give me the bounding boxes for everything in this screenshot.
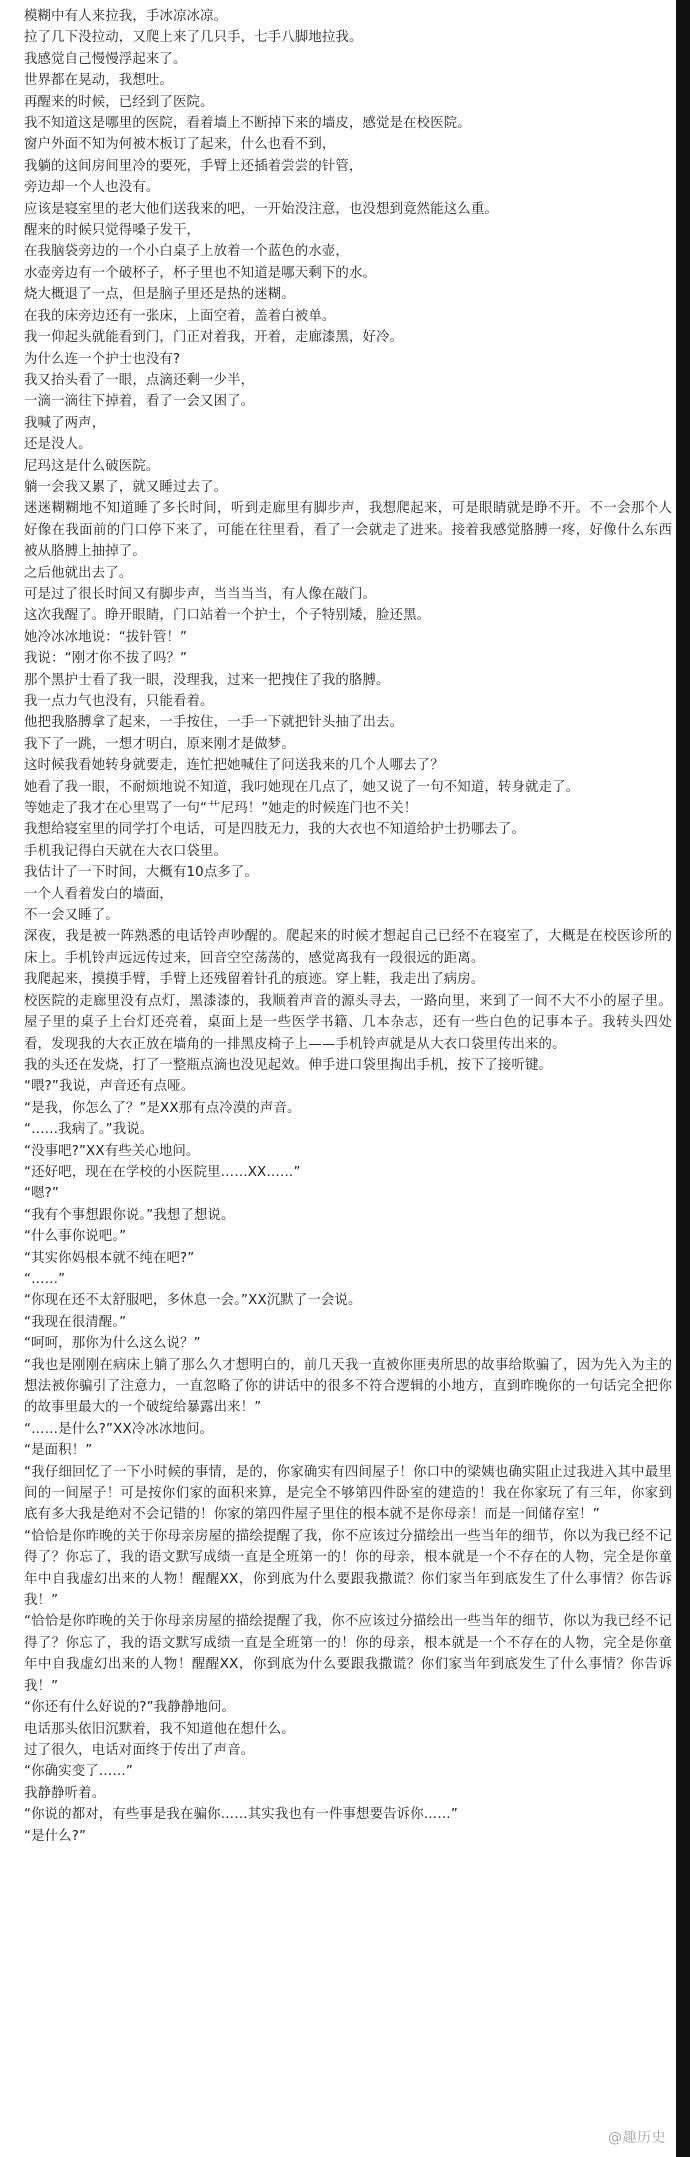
- paragraph: 他把我胳膊拿了起来，一手按住，一手一下就把针头抽了出去。: [24, 715, 404, 731]
- paragraph: 应该是寝室里的老大他们送我来的吧，一开始没注意，也没想到竟然能这么重。: [24, 201, 498, 217]
- story-text: [24, 6, 672, 1847]
- paragraph: “喂?”我说，声音还有点哑。: [24, 1079, 195, 1095]
- paragraph: 拉了几下没拉动，又爬上来了几只手，七手八脚地拉我。: [24, 30, 363, 46]
- paragraph: 我的头还在发烧，打了一整瓶点滴也没见起效。伸手进口袋里掏出手机，按下了接听键。: [24, 1057, 553, 1073]
- paragraph: “我有个事想跟你说。”我想了想说。: [24, 1207, 235, 1223]
- paragraph: 她看了我一眼，不耐烦地说不知道，我叼她现在几点了，她又说了一句不知道，转身就走了。: [24, 779, 580, 795]
- paragraph: 这次我醒了。睁开眼睛，门口站着一个护士，个子特别矮，脸还黑。: [24, 608, 431, 624]
- paragraph: “……是什么?”XX冷冰冰地问。: [24, 1421, 214, 1437]
- paragraph: 我感觉自己慢慢浮起来了。: [24, 51, 187, 67]
- paragraph: 醒来的时候只觉得嗓子发干，: [24, 223, 201, 239]
- paragraph: 一个人看着发白的墙面，: [24, 886, 173, 902]
- paragraph: “还好吧，现在在学校的小医院里……XX……”: [24, 1164, 301, 1180]
- paragraph: “……”: [24, 1271, 66, 1287]
- paragraph: “呵呵，那你为什么这么说？”: [24, 1336, 201, 1352]
- paragraph: “我仔细回忆了一下小时候的事情，是的，你家确实有四间屋子！你口中的梁姨也确实阻止过我进入其中最里间的一间屋子！可是按你们家的面积来算，是完全不够第四件卧室的建造的！我在你家玩了有三年，你家到底有多大我是绝对不会记错的！你家的第四件屋子里住的根本就不是你母亲！而是一间储存室！”: [24, 1464, 672, 1523]
- paragraph: 我静静听着。: [24, 1785, 106, 1801]
- paragraph: “没事吧?”XX有些关心地问。: [24, 1143, 200, 1159]
- paragraph: 我躺的这间房间里冷的要死，手臂上还插着尝尝的针管，: [24, 158, 363, 174]
- paragraph: 等她走了我才在心里骂了一句“艹尼玛！”她走的时候连门也不关！: [24, 801, 418, 817]
- paragraph: 这时候我看她转身就要走，连忙把她喊住了问送我来的几个人哪去了？: [24, 758, 444, 774]
- paragraph: 深夜，我是被一阵熟悉的电话铃声吵醒的。爬起来的时候才想起自己已经不在寝室了，大概是在校医诊所的床上。手机铃声远远传过来，回音空空荡荡的，感觉离我有一段很远的距离。: [24, 929, 672, 966]
- paragraph: 我估计了一下时间，大概有10点多了。: [24, 865, 258, 881]
- paragraph: “你确实变了……”: [24, 1764, 133, 1780]
- paragraph: 我说：“刚才你不拔了吗？”: [24, 651, 188, 667]
- paragraph: “是面积！”: [24, 1443, 93, 1459]
- paragraph: 烧大概退了一点，但是脑子里还是热的迷糊。: [24, 287, 295, 303]
- paragraph: 不一会又睡了。: [24, 908, 119, 924]
- paragraph: 我不知道这是哪里的医院，看着墙上不断掉下来的墙皮，感觉是在校医院。: [24, 116, 471, 132]
- paragraph: “你还有什么好说的?”我静静地问。: [24, 1700, 235, 1716]
- paragraph: 我爬起来，摸摸手臂，手臂上还残留着针孔的痕迹。穿上鞋，我走出了病房。: [24, 972, 485, 988]
- paragraph: 那个黑护士看了我一眼，没理我，过来一把拽住了我的胳膊。: [24, 672, 390, 688]
- paragraph: 手机我记得白天就在大衣口袋里。: [24, 843, 228, 859]
- paragraph: 窗户外面不知为何被木板订了起来，什么也看不到，: [24, 137, 336, 153]
- paragraph: “你现在还不太舒服吧，多休息一会。”XX沉默了一会说。: [24, 1293, 362, 1309]
- paragraph: 模糊中有人来拉我，手冰凉冰凉。: [24, 9, 228, 24]
- paragraph: “什么事你说吧。”: [24, 1229, 127, 1245]
- paragraph: 过了很久，电话对面终于传出了声音。: [24, 1742, 255, 1758]
- paragraph: 再醒来的时候，已经到了医院。: [24, 94, 214, 110]
- paragraph: 一滴一滴往下掉着，看了一会又困了。: [24, 394, 255, 410]
- paragraph: 水壶旁边有一个破杯子，杯子里也不知道是哪天剩下的水。: [24, 265, 377, 281]
- paragraph: 电话那头依旧沉默着，我不知道他在想什么。: [24, 1721, 295, 1737]
- paragraph: 我又抬头看了一眼，点滴还剩一少半，: [24, 372, 255, 388]
- paragraph: 我下了一跳，一想才明白，原来刚才是做梦。: [24, 736, 295, 752]
- paragraph: 她冷冰冰地说：“拔针管！”: [24, 629, 188, 645]
- paragraph: “我现在很清醒。”: [24, 1314, 127, 1330]
- scrollbar-track: [676, 0, 690, 2157]
- paragraph: 迷迷糊糊地不知道睡了多长时间，听到走廊里有脚步声，我想爬起来，可是眼睛就是睁不开。不一会那个人好像在我面前的门口停下来了，可能在往里看，看了一会就走了进来。接着我感觉胳膊一疼，好像什么东西被从胳膊上抽掉了。: [24, 501, 672, 560]
- paragraph: “……我病了。”我说。: [24, 1122, 154, 1138]
- paragraph: 我想给寝室里的同学打个电话，可是四肢无力，我的大衣也不知道给护士扔哪去了。: [24, 822, 526, 838]
- paragraph: 可是过了很长时间又有脚步声，当当当当，有人像在敲门。: [24, 586, 377, 602]
- paragraph: 世界都在晃动，我想吐。: [24, 73, 173, 89]
- paragraph: 还是没人。: [24, 437, 92, 453]
- watermark-text: @趣历史: [608, 2130, 666, 2146]
- paragraph: “嗯?”: [24, 1186, 59, 1202]
- paragraph: “是我，你怎么了？”是XX那有点冷漠的声音。: [24, 1100, 301, 1116]
- paragraph: 旁边却一个人也没有。: [24, 180, 160, 196]
- paragraph: 之后他就出去了。: [24, 565, 133, 581]
- paragraph: “恰恰是你昨晚的关于你母亲房屋的描绘提醒了我，你不应该过分描绘出一些当年的细节，你以为我已经不记得了？你忘了，我的语文默写成绩一直是全班第一的！你的母亲，根本就是一个不存在的人物，完全是你童年中自我虚幻出来的人物！醒醒XX，你到底为什么要跟我撒谎？你们家当年到底发生了什么事情？你告诉我！”: [24, 1528, 672, 1609]
- paragraph: “我也是刚刚在病床上躺了那么久才想明白的，前几天我一直被你匪夷所思的故事给欺骗了，因为先入为主的想法被你骗引了注意力，一直忽略了你的讲话中的很多不符合逻辑的小地方，直到昨晚你的一句话完全把你的故事里最大的一个破绽给暴露出来！”: [24, 1357, 672, 1416]
- paragraph: “你说的都对，有些事是我在骗你……其实我也有一件事想要告诉你……”: [24, 1807, 458, 1823]
- paragraph: 在我的床旁边还有一张床，上面空着，盖着白被单。: [24, 308, 336, 324]
- paragraph: 我一点力气也没有，只能看着。: [24, 694, 214, 709]
- paragraph: 躺一会我又累了，就又睡过去了。: [24, 479, 228, 495]
- paragraph: 校医院的走廊里没有点灯，黑漆漆的，我顺着声音的源头寻去，一路向里，来到了一间不大不小的屋子里。屋子里的桌子上台灯还亮着，桌面上是一些医学书籍、几本杂志，还有一些白色的记事本子。我转头四处看，发现我的大衣正放在墙角的一排黑皮椅子上——手机铃声就是从大衣口袋里传出来的。: [24, 993, 672, 1052]
- paragraph: “是什么?”: [24, 1828, 87, 1844]
- paragraph: 在我脑袋旁边的一个小白桌子上放着一个蓝色的水壶，: [24, 244, 349, 260]
- paragraph: 我一仰起头就能看到门，门正对着我，开着，走廊漆黑，好冷。: [24, 330, 404, 346]
- paragraph: “其实你妈根本就不纯在吧?”: [24, 1250, 195, 1266]
- paragraph: “恰恰是你昨晚的关于你母亲房屋的描绘提醒了我，你不应该过分描绘出一些当年的细节，你以为我已经不记得了？你忘了，我的语文默写成绩一直是全班第一的！你的母亲，根本就是一个不存在的人物，完全是你童年中自我虚幻出来的人物！醒醒XX，你到底为什么要跟我撒谎？你们家当年到底发生了什么事情？你告诉我！”: [24, 1614, 672, 1694]
- paragraph: 我喊了两声，: [24, 415, 106, 431]
- paragraph: 尼玛这是什么破医院。: [24, 458, 160, 474]
- paragraph: 为什么连一个护士也没有?: [24, 351, 181, 367]
